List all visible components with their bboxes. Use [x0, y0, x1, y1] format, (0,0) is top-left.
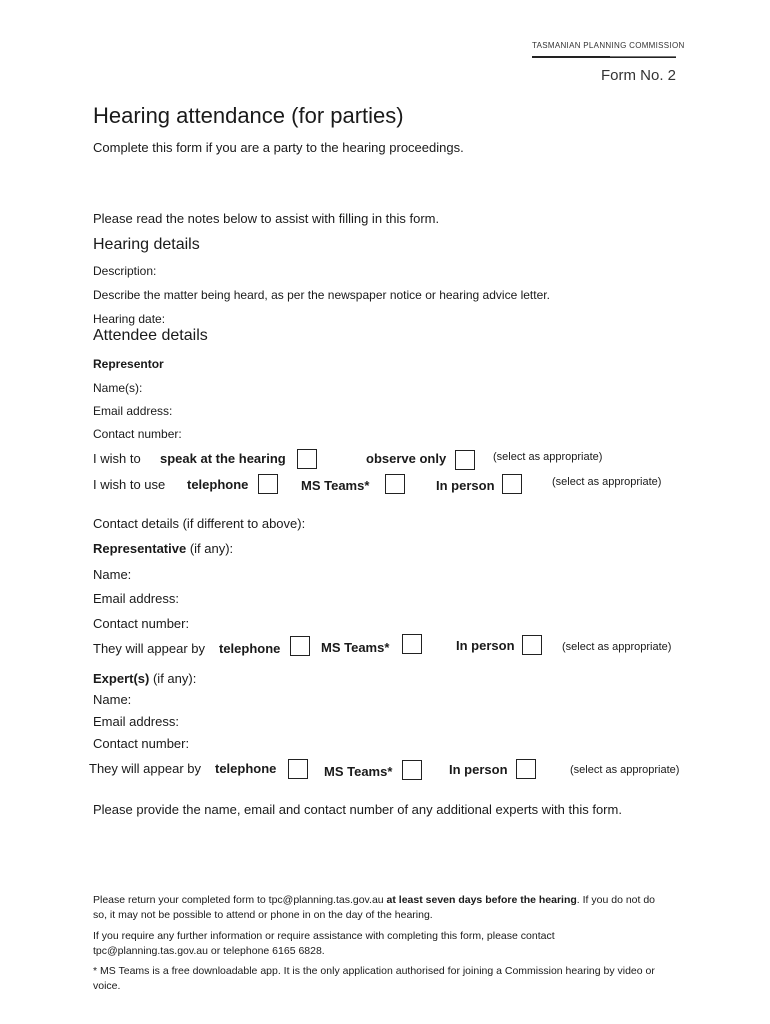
page-title: Hearing attendance (for parties)	[93, 103, 404, 128]
rep-in-person-label: In person	[456, 638, 515, 653]
in-person-option-label: In person	[436, 478, 495, 493]
description-label: Description:	[93, 264, 157, 278]
email-label: Email address:	[93, 404, 173, 418]
return-instructions	[93, 893, 663, 923]
in-person-checkbox[interactable]	[502, 474, 522, 494]
rep-ms-teams-label: MS Teams*	[321, 640, 390, 655]
expert-ms-teams-label: MS Teams*	[324, 764, 393, 779]
expert-appear-label: They will appear by	[89, 761, 201, 776]
additional-experts-note: Please provide the name, email and contact number of any additional experts with this form.	[93, 802, 622, 817]
expert-in-person-label: In person	[449, 762, 508, 777]
representative-label: Representative	[93, 541, 187, 556]
expert-contact-label: Contact number:	[93, 736, 190, 751]
assistance-note: If you require any further information or require assistance with completing this form, please contact tpc@planning.tas.gov.au or telephone 6165 6828.	[93, 930, 555, 957]
experts-if-any: (if any):	[149, 671, 197, 686]
ms-teams-checkbox[interactable]	[385, 474, 405, 494]
return-deadline: at least seven days before the hearing	[386, 894, 577, 906]
expert-telephone-label: telephone	[215, 761, 277, 776]
description-hint: Describe the matter being heard, as per the newspaper notice or hearing advice letter.	[93, 288, 550, 302]
expert-telephone-checkbox[interactable]	[288, 759, 308, 779]
ms-teams-note: * MS Teams is a free downloadable app. It is the only application authorised for joining a Commission hearing by video or voice.	[93, 965, 655, 992]
hearing-details-heading: Hearing details	[93, 236, 200, 253]
speak-option-label: speak at the hearing	[160, 451, 286, 466]
wish-to-label: I wish to	[93, 451, 141, 466]
intro-text: Complete this form if you are a party to the hearing proceedings.	[93, 140, 464, 155]
observe-option-label: observe only	[366, 451, 447, 466]
representor-label: Representor	[93, 357, 164, 371]
contact-label: Contact number:	[93, 427, 182, 441]
expert-in-person-checkbox[interactable]	[516, 759, 536, 779]
contact-details-label: Contact details (if different to above):	[93, 516, 306, 531]
rep-appear-label: They will appear by	[93, 641, 205, 656]
return-text-post: . If you do not do so, it may not be possible to attend or phone in on the day of the hearing.	[93, 894, 656, 921]
rep-contact-label: Contact number:	[93, 616, 190, 631]
representative-heading	[93, 541, 233, 556]
wish-use-label: I wish to use	[93, 477, 166, 492]
rep-telephone-label: telephone	[219, 641, 281, 656]
select-note-2: (select as appropriate)	[552, 476, 662, 488]
rep-ms-teams-checkbox[interactable]	[402, 634, 422, 654]
observe-checkbox[interactable]	[455, 450, 475, 470]
organisation-logo-text: TASMANIAN PLANNING COMMISSION	[532, 41, 685, 50]
rep-in-person-checkbox[interactable]	[522, 635, 542, 655]
notes-instruction: Please read the notes below to assist with filling in this form.	[93, 211, 440, 226]
ms-teams-option-label: MS Teams*	[301, 478, 370, 493]
expert-email-label: Email address:	[93, 714, 179, 729]
telephone-checkbox[interactable]	[258, 474, 278, 494]
rep-name-label: Name:	[93, 567, 132, 582]
speak-checkbox[interactable]	[297, 449, 317, 469]
expert-ms-teams-checkbox[interactable]	[402, 760, 422, 780]
form-number: Form No. 2	[600, 67, 676, 84]
expert-select-note: (select as appropriate)	[570, 764, 680, 776]
rep-select-note: (select as appropriate)	[562, 641, 672, 653]
telephone-option-label: telephone	[187, 477, 249, 492]
select-note-1: (select as appropriate)	[493, 451, 603, 463]
rep-email-label: Email address:	[93, 591, 179, 606]
experts-label: Expert(s)	[93, 671, 150, 686]
experts-heading	[93, 671, 196, 686]
expert-name-label: Name:	[93, 692, 132, 707]
return-text-pre: Please return your completed form to tpc@planning.tas.gov.au	[93, 894, 387, 906]
rep-telephone-checkbox[interactable]	[290, 636, 310, 656]
attendee-details-heading: Attendee details	[93, 327, 208, 344]
hearing-date-label: Hearing date:	[93, 312, 166, 326]
representative-if-any: (if any):	[186, 541, 234, 556]
names-label: Name(s):	[93, 381, 143, 395]
logo-rule-accent	[610, 56, 676, 57]
